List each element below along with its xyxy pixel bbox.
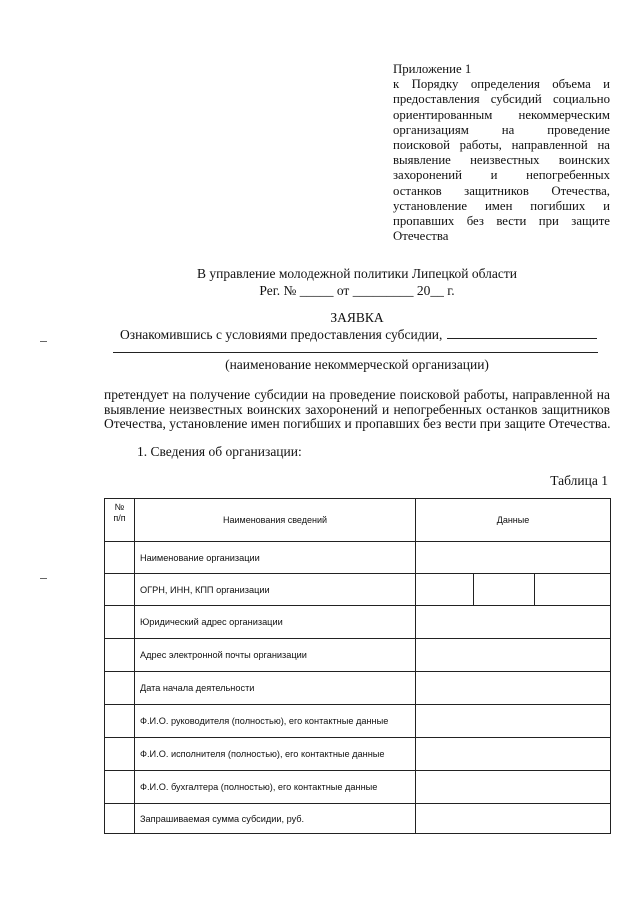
table-row [105, 771, 611, 804]
row-name-cell: Юридический адрес организации [135, 606, 416, 639]
row-name-cell: Запрашиваемая сумма субсидии, руб. [135, 804, 416, 834]
registration-line: Рег. № _____ от _________ 20__ г. [259, 283, 455, 298]
application-body [104, 388, 610, 432]
row-data-cell [416, 639, 611, 672]
appendix-line-last: Отечества [393, 229, 449, 244]
row-data-subcell-ogrn [416, 574, 474, 606]
header-number-abbr: п/п [113, 513, 126, 523]
row-name-cell: ОГРН, ИНН, КПП организации [135, 574, 416, 606]
appendix-line: останков защитников Отечества, [393, 183, 610, 198]
row-data-cell [416, 606, 611, 639]
table-row [105, 574, 611, 606]
table-header-row [105, 499, 611, 542]
intro-text: Ознакомившись с условиями предоставления субсидии, [120, 327, 443, 342]
addressee-line: В управление молодежной политики Липецкой области [196, 266, 518, 281]
row-name-cell: Адрес электронной почты организации [135, 639, 416, 672]
row-name-cell: Дата начала деятельности [135, 672, 416, 705]
appendix-line: захоронений и непогребенных [393, 168, 610, 183]
body-line: претендует на получение субсидии на проведение поисковой работы, направленной на [104, 387, 610, 402]
row-data-cell [416, 542, 611, 574]
appendix-line: поисковой работы, направленной на [393, 138, 610, 153]
table-row [105, 738, 611, 771]
table-row [105, 705, 611, 738]
row-number-cell [105, 672, 135, 705]
header-number-sign: № [114, 502, 125, 512]
row-data-subcell-inn [474, 574, 535, 606]
table-caption: Таблица 1 [550, 473, 608, 488]
header-name-cell: Наименования сведений [135, 499, 416, 542]
appendix-line: выявление неизвестных воинских [393, 153, 610, 168]
organization-name-blank-line [113, 352, 598, 353]
appendix-line: к Порядку определения объема и [393, 77, 610, 92]
organization-info-table [104, 498, 611, 834]
table-row [105, 639, 611, 672]
row-number-cell [105, 738, 135, 771]
appendix-line: пропавших без вести при защите [393, 214, 610, 229]
row-number-cell [105, 804, 135, 834]
row-data-subcell-kpp [535, 574, 611, 606]
row-number-cell [105, 574, 135, 606]
appendix-line: установление имен погибших и [393, 198, 610, 213]
body-line-last: Отечества, установление имен погибших и пропавших без вести при защите Отечества. [104, 416, 611, 432]
appendix-block [393, 62, 610, 244]
organization-name-blank-inline [447, 328, 597, 339]
document-title: ЗАЯВКА [330, 310, 384, 325]
table-row [105, 672, 611, 705]
margin-mark [40, 341, 47, 342]
row-number-cell [105, 771, 135, 804]
table-row [105, 804, 611, 834]
header-data-cell: Данные [416, 499, 611, 542]
row-name-cell: Наименование организации [135, 542, 416, 574]
row-data-cell [416, 804, 611, 834]
row-number-cell [105, 542, 135, 574]
row-data-cell [416, 738, 611, 771]
table-row [105, 542, 611, 574]
row-data-cell [416, 705, 611, 738]
row-data-cell [416, 672, 611, 705]
header-number-cell [105, 499, 135, 542]
body-line: выявление неизвестных воинских захоронений и непогребенных останков защитников [104, 401, 610, 417]
organization-name-caption: (наименование некоммерческой организации) [225, 357, 489, 372]
row-number-cell [105, 639, 135, 672]
appendix-line: организациям на проведение [393, 122, 610, 137]
row-name-cell: Ф.И.О. исполнителя (полностью), его контактные данные [135, 738, 416, 771]
appendix-line: ориентированным некоммерческим [393, 107, 610, 122]
addressee-block [104, 265, 610, 299]
table-row [105, 606, 611, 639]
appendix-line: предоставления субсидий социально [393, 92, 610, 107]
section-title: 1. Сведения об организации: [137, 444, 302, 459]
margin-mark [40, 578, 47, 579]
row-number-cell [105, 606, 135, 639]
row-name-cell: Ф.И.О. бухгалтера (полностью), его контактные данные [135, 771, 416, 804]
intro-line [120, 327, 597, 343]
appendix-title: Приложение 1 [393, 62, 472, 76]
row-number-cell [105, 705, 135, 738]
row-name-cell: Ф.И.О. руководителя (полностью), его контактные данные [135, 705, 416, 738]
row-data-cell [416, 771, 611, 804]
